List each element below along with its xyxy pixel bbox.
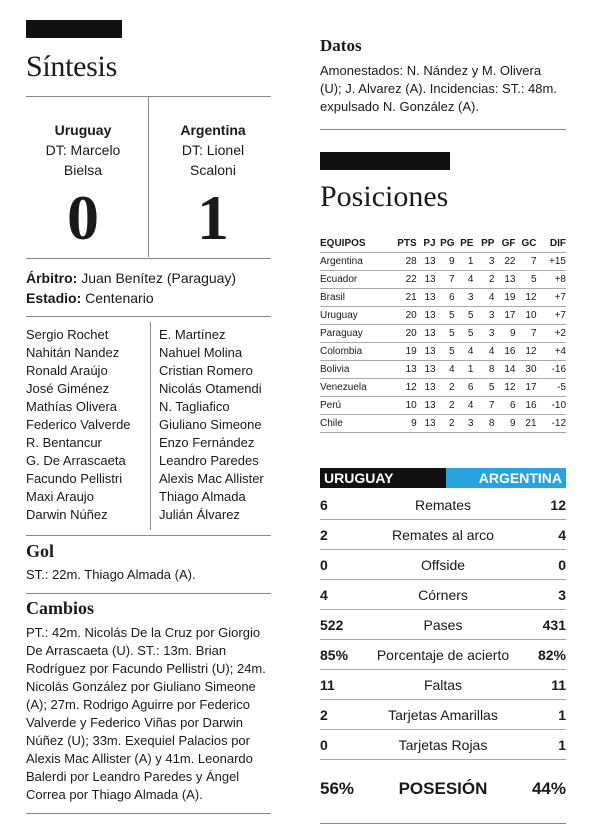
- player-name: E. Martínez: [159, 327, 226, 342]
- stat-label: Tarjetas Amarillas: [388, 706, 498, 723]
- standings-cell: 5: [455, 307, 474, 325]
- home-team-block: [22, 120, 144, 253]
- standings-cell: 2: [436, 379, 455, 397]
- standings-cell: Brasil: [320, 289, 394, 307]
- standings-header-cell: PTS: [397, 238, 417, 249]
- standings-cell: 5: [473, 379, 494, 397]
- player-name: N. Tagliafico: [159, 399, 230, 414]
- possession-label: POSESIÓN: [398, 779, 488, 798]
- standings-cell: 2: [436, 397, 455, 415]
- standings-header-cell: GC: [521, 238, 537, 249]
- player-name: Mathías Olivera: [26, 399, 118, 414]
- standings-row: [320, 397, 566, 415]
- stat-row: [320, 610, 566, 640]
- referee-value: Juan Benítez (Paraguay): [77, 270, 237, 286]
- standings-cell: 13: [417, 397, 436, 415]
- standings-cell: 2: [436, 415, 455, 433]
- standings-cell: 3: [455, 415, 474, 433]
- lineup-separator: [150, 322, 151, 530]
- player-name: José Giménez: [26, 381, 110, 396]
- stat-away: 82%: [537, 646, 566, 663]
- stat-away: 12: [550, 496, 566, 513]
- standings-row: [320, 307, 566, 325]
- stat-home: 85%: [320, 646, 349, 663]
- player-name: Sergio Rochet: [26, 327, 109, 342]
- standings-cell: 4: [455, 271, 474, 289]
- stat-row: [320, 550, 566, 580]
- stat-label: Tarjetas Rojas: [398, 736, 488, 753]
- standings-header-cell: PE: [460, 238, 474, 249]
- stat-home: 522: [320, 616, 344, 633]
- divider: [26, 593, 271, 594]
- standings-row: [320, 253, 566, 271]
- standings-cell: +15: [537, 253, 566, 271]
- away-lineup: [159, 326, 271, 524]
- standings-cell: Perú: [320, 397, 394, 415]
- standings-cell: 13: [417, 415, 436, 433]
- standings-cell: 7: [516, 325, 537, 343]
- standings-cell: 5: [436, 343, 455, 361]
- standings-cell: 13: [417, 289, 436, 307]
- stat-row: [320, 700, 566, 730]
- stat-away: 0: [558, 556, 566, 573]
- standings-cell: 4: [455, 343, 474, 361]
- player-name: G. De Arrascaeta: [26, 453, 126, 468]
- divider: [320, 823, 566, 824]
- stat-label: Remates: [414, 496, 472, 513]
- player-name: Ronald Araújo: [26, 363, 108, 378]
- standings-cell: 13: [417, 271, 436, 289]
- away-team-block: [152, 120, 274, 253]
- stat-label: Porcentaje de acierto: [376, 646, 510, 663]
- standings-cell: 13: [417, 361, 436, 379]
- standings-cell: +4: [537, 343, 566, 361]
- player-name: R. Bentancur: [26, 435, 102, 450]
- stadium-label: Estadio:: [26, 290, 82, 306]
- standings-row: [320, 271, 566, 289]
- standings-cell: 9: [436, 253, 455, 271]
- stat-away: 11: [551, 676, 566, 693]
- player-name: Federico Valverde: [26, 417, 131, 432]
- standings-cell: 13: [494, 271, 515, 289]
- divider: [26, 316, 271, 317]
- possession-home: 56%: [320, 779, 355, 798]
- divider: [320, 129, 566, 130]
- standings-table: [320, 236, 566, 433]
- stat-row: [320, 730, 566, 760]
- standings-cell: -5: [537, 379, 566, 397]
- standings-cell: 3: [473, 307, 494, 325]
- stat-home: 2: [320, 526, 328, 543]
- stat-away: 3: [558, 586, 566, 603]
- standings-cell: 20: [394, 325, 417, 343]
- player-name: Nahuel Molina: [159, 345, 243, 360]
- stat-row: [320, 580, 566, 610]
- standings-cell: 4: [473, 343, 494, 361]
- player-name: Leandro Paredes: [159, 453, 259, 468]
- stat-label: Remates al arco: [392, 526, 494, 543]
- stat-home: 0: [320, 556, 328, 573]
- standings-cell: 12: [516, 343, 537, 361]
- stats-header: [320, 468, 566, 488]
- standings-row: [320, 343, 566, 361]
- home-score: 0: [67, 182, 99, 253]
- standings-cell: 13: [417, 343, 436, 361]
- standings-cell: 19: [494, 289, 515, 307]
- player-name: Enzo Fernández: [159, 435, 255, 450]
- stat-away: 1: [558, 706, 566, 723]
- standings-cell: 6: [455, 379, 474, 397]
- standings-cell: 3: [455, 289, 474, 307]
- standings-cell: 13: [417, 307, 436, 325]
- player-name: Thiago Almada: [159, 489, 246, 504]
- standings-cell: 5: [436, 325, 455, 343]
- standings-cell: 4: [455, 397, 474, 415]
- home-coach: DT: Marcelo Bielsa: [45, 142, 121, 178]
- standings-cell: +8: [537, 271, 566, 289]
- sintesis-title: Síntesis: [26, 50, 117, 83]
- player-name: Nicolás Otamendi: [159, 381, 262, 396]
- standings-cell: 7: [516, 253, 537, 271]
- home-team-name: Uruguay: [54, 122, 112, 138]
- standings-cell: 13: [417, 379, 436, 397]
- posiciones-bar: [320, 152, 450, 170]
- stadium-value: Centenario: [81, 290, 154, 306]
- standings-header-cell: EQUIPOS: [320, 238, 366, 249]
- away-score: 1: [197, 182, 229, 253]
- stat-away: 4: [558, 526, 566, 543]
- standings-cell: Bolivia: [320, 361, 394, 379]
- standings-cell: Argentina: [320, 253, 394, 271]
- player-name: Darwin Núñez: [26, 507, 108, 522]
- stat-row: [320, 670, 566, 700]
- standings-cell: 20: [394, 307, 417, 325]
- standings-header-cell: PJ: [423, 238, 436, 249]
- stat-away: 431: [542, 616, 566, 633]
- stat-home: 6: [320, 496, 328, 513]
- standings-cell: 2: [473, 271, 494, 289]
- standings-cell: 9: [494, 325, 515, 343]
- standings-cell: 6: [436, 289, 455, 307]
- player-name: Maxi Araujo: [26, 489, 94, 504]
- player-name: Facundo Pellistri: [26, 471, 123, 486]
- standings-cell: 5: [436, 307, 455, 325]
- referee-label: Árbitro:: [26, 270, 78, 286]
- player-name: Giuliano Simeone: [159, 417, 262, 432]
- standings-row: [320, 379, 566, 397]
- standings-cell: 9: [494, 415, 515, 433]
- stat-home: 11: [320, 676, 335, 693]
- standings-cell: 12: [516, 289, 537, 307]
- standings-header-cell: PP: [481, 238, 495, 249]
- standings-cell: 21: [394, 289, 417, 307]
- player-name: Julián Álvarez: [159, 507, 240, 522]
- standings-row: [320, 325, 566, 343]
- standings-cell: Venezuela: [320, 379, 394, 397]
- divider: [26, 258, 271, 259]
- standings-row: [320, 415, 566, 433]
- standings-cell: 21: [516, 415, 537, 433]
- score-separator: [148, 97, 149, 257]
- standings-cell: Paraguay: [320, 325, 394, 343]
- standings-cell: 14: [494, 361, 515, 379]
- standings-cell: 17: [516, 379, 537, 397]
- standings-cell: 12: [394, 379, 417, 397]
- stat-home: 4: [320, 586, 328, 603]
- stats-home-label: URUGUAY: [320, 468, 446, 488]
- standings-cell: 16: [494, 343, 515, 361]
- standings-header-cell: DIF: [549, 238, 566, 249]
- cambios-title: Cambios: [26, 598, 95, 618]
- divider: [26, 813, 271, 814]
- player-name: Cristian Romero: [159, 363, 253, 378]
- standings-cell: -10: [537, 397, 566, 415]
- standings-cell: 22: [494, 253, 515, 271]
- stat-label: Faltas: [423, 676, 463, 693]
- possession-away: 44%: [531, 779, 566, 798]
- standings-cell: 3: [473, 325, 494, 343]
- standings-cell: 22: [394, 271, 417, 289]
- standings-cell: 5: [516, 271, 537, 289]
- stat-home: 0: [320, 736, 328, 753]
- player-name: Nahitán Nandez: [26, 345, 120, 360]
- standings-cell: 12: [494, 379, 515, 397]
- stat-row: [320, 520, 566, 550]
- gol-text: ST.: 22m. Thiago Almada (A).: [26, 567, 196, 582]
- stat-away: 1: [558, 736, 566, 753]
- standings-cell: Colombia: [320, 343, 394, 361]
- standings-cell: 6: [494, 397, 515, 415]
- standings-cell: -12: [537, 415, 566, 433]
- datos-title: Datos: [320, 36, 362, 55]
- stat-label: Offside: [420, 556, 466, 573]
- standings-row: [320, 361, 566, 379]
- standings-cell: 1: [455, 253, 474, 271]
- standings-cell: 13: [394, 361, 417, 379]
- gol-title: Gol: [26, 541, 55, 561]
- away-team-name: Argentina: [180, 122, 246, 138]
- stat-row: [320, 490, 566, 520]
- standings-cell: 19: [394, 343, 417, 361]
- away-coach: DT: Lionel Scaloni: [181, 142, 245, 178]
- standings-cell: +2: [537, 325, 566, 343]
- standings-cell: -16: [537, 361, 566, 379]
- standings-cell: 13: [417, 325, 436, 343]
- standings-cell: 30: [516, 361, 537, 379]
- referee-line: [26, 270, 236, 286]
- standings-header-cell: PG: [440, 238, 455, 249]
- standings-cell: Ecuador: [320, 271, 394, 289]
- possession-row: [320, 772, 566, 806]
- sintesis-bar: [26, 20, 122, 38]
- standings-cell: 4: [436, 361, 455, 379]
- standings-cell: 13: [417, 253, 436, 271]
- datos-text: Amonestados: N. Nández y M. Olivera (U); J. Alvarez (A). Incidencias: ST.: 48m. expulsado N. González (A).: [320, 63, 557, 114]
- standings-cell: 7: [436, 271, 455, 289]
- standings-cell: 9: [394, 415, 417, 433]
- standings-cell: 3: [473, 253, 494, 271]
- standings-cell: +7: [537, 289, 566, 307]
- standings-cell: 4: [473, 289, 494, 307]
- stat-label: Pases: [423, 616, 463, 633]
- stat-home: 2: [320, 706, 328, 723]
- standings-cell: 1: [455, 361, 474, 379]
- standings-cell: 28: [394, 253, 417, 271]
- standings-row: [320, 289, 566, 307]
- standings-cell: 7: [473, 397, 494, 415]
- standings-header-row: [320, 236, 566, 253]
- standings-cell: 8: [473, 361, 494, 379]
- posiciones-title: Posiciones: [320, 180, 449, 213]
- standings-cell: 17: [494, 307, 515, 325]
- standings-cell: +7: [537, 307, 566, 325]
- standings-cell: 10: [394, 397, 417, 415]
- standings-cell: 10: [516, 307, 537, 325]
- player-name: Alexis Mac Allister: [159, 471, 264, 486]
- stats-away-label: ARGENTINA: [446, 468, 566, 488]
- home-lineup: [26, 326, 150, 524]
- stat-label: Córners: [418, 586, 468, 603]
- standings-cell: 8: [473, 415, 494, 433]
- divider: [26, 535, 271, 536]
- standings-cell: 5: [455, 325, 474, 343]
- standings-cell: Chile: [320, 415, 394, 433]
- standings-cell: Uruguay: [320, 307, 394, 325]
- standings-header-cell: GF: [501, 238, 516, 249]
- cambios-text: PT.: 42m. Nicolás De la Cruz por Giorgio De Arrascaeta (U). ST.: 13m. Brian Rodríguez por Facundo Pellistri (U); 24m. Nicolás González por Giuliano Simeone (A); 27m. Rodrigo Aguirre por Federico Valverde y Federico Viñas por Darwin Núñez (U); 33m. Exequiel Palacios por Alexis Mac Allister (A) y 41m. Leonardo Balerdi por Leandro Paredes y Ángel Correa por Thiago Almada (A).: [26, 625, 266, 802]
- stat-row: [320, 640, 566, 670]
- stadium-line: [26, 290, 154, 306]
- standings-cell: 16: [516, 397, 537, 415]
